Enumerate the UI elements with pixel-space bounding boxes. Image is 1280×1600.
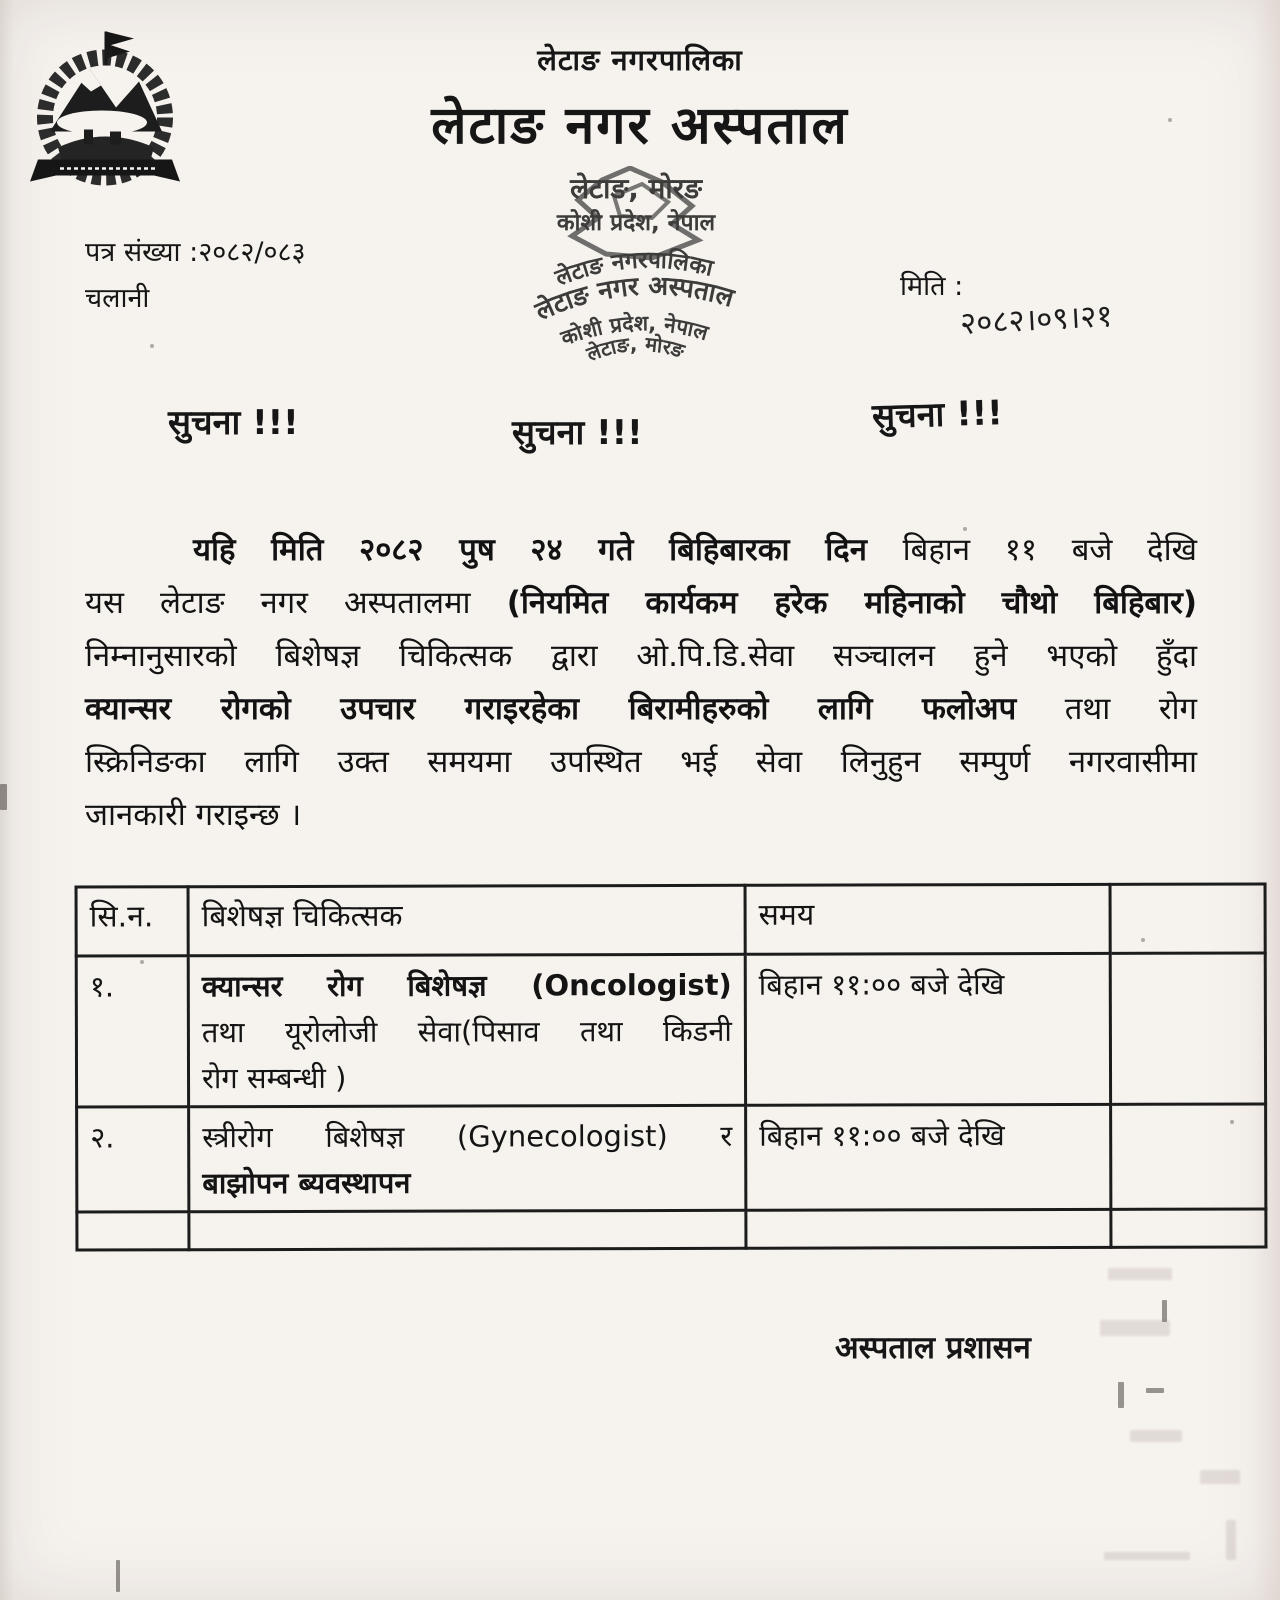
header-specialist-doctor: बिशेषज्ञ चिकित्सक bbox=[188, 885, 745, 955]
header-serial-number: सि.न. bbox=[76, 887, 188, 956]
schedule-table bbox=[75, 882, 1268, 1251]
notice-label-right: सुचना !!! bbox=[871, 393, 1004, 437]
scan-artifact bbox=[1118, 1382, 1124, 1408]
date-value-handwritten: २०८२।०९।२१ bbox=[959, 298, 1114, 342]
table-header-row bbox=[76, 884, 1265, 956]
date-label: मिति : bbox=[900, 271, 964, 302]
scan-artifact bbox=[1100, 1320, 1170, 1336]
chalani-label: चलानी bbox=[85, 283, 150, 314]
body-run: जानकारी गराइन्छ । bbox=[85, 797, 302, 833]
scan-artifact bbox=[116, 1560, 120, 1592]
notice-body-paragraph bbox=[85, 524, 1197, 842]
scan-speck bbox=[1141, 938, 1145, 942]
cell-serial: १. bbox=[76, 956, 188, 1107]
body-run: स्क्रिनिङका लागि उक्त समयमा उपस्थित भई सेवा लिनुहुन सम्पुर्ण नगरवासीमा bbox=[85, 744, 1197, 780]
scan-artifact bbox=[0, 784, 7, 810]
scan-speck bbox=[1168, 118, 1172, 122]
cell-time bbox=[746, 1209, 1111, 1248]
stamp-arc-province: कोशी प्रदेश, नेपाल bbox=[557, 311, 711, 351]
body-line bbox=[85, 789, 1197, 842]
hospital-title: लेटाङ नगर अस्पताल bbox=[431, 96, 849, 156]
body-run: यहि मिति २०८२ पुष २४ गते बिहिबारका दिन bbox=[193, 532, 903, 568]
notice-label-center: सुचना !!! bbox=[512, 413, 643, 453]
doctor-line: तथा यूरोलोजी सेवा(पिसाव तथा किडनी bbox=[201, 1013, 732, 1050]
scan-speck bbox=[1230, 1120, 1234, 1124]
cell-note bbox=[1111, 1104, 1266, 1209]
scan-artifact bbox=[1104, 1552, 1190, 1560]
table-row-empty bbox=[77, 1209, 1266, 1250]
stamp-arc-district: लेटाङ, मोरङ bbox=[583, 331, 688, 367]
body-run: (नियमित कार्यकम हरेक महिनाको चौथो बिहिबार) bbox=[506, 585, 1197, 621]
doctor-line: क्यान्सर रोग बिशेषज्ञ (Oncologist) bbox=[201, 967, 732, 1004]
scan-artifact bbox=[1108, 1268, 1172, 1280]
cell-time: बिहान ११:०० बजे देखि bbox=[745, 953, 1110, 1105]
hospital-ink-stamp bbox=[502, 166, 770, 370]
body-line bbox=[85, 683, 1197, 736]
cell-serial: २. bbox=[77, 1107, 189, 1212]
header-time: समय bbox=[745, 884, 1110, 954]
signature-hospital-administration: अस्पताल प्रशासन bbox=[835, 1330, 1031, 1366]
cell-note bbox=[1110, 953, 1265, 1104]
body-line bbox=[85, 524, 1197, 577]
body-line bbox=[85, 630, 1197, 683]
cell-serial bbox=[77, 1212, 189, 1250]
table-row bbox=[76, 953, 1265, 1107]
cell-doctor bbox=[188, 954, 745, 1106]
body-run: बिहान ११ बजे देखि bbox=[902, 532, 1197, 568]
body-run: तथा रोग bbox=[1016, 691, 1197, 727]
body-run: क्यान्सर रोगको उपचार गराइरहेका बिरामीहरुको लागि फलोअप bbox=[85, 691, 1017, 727]
cell-note bbox=[1111, 1209, 1266, 1247]
body-run: निम्नानुसारको बिशेषज्ञ चिकित्सक द्वारा ओ.पि.डि.सेवा सञ्चालन हुने भएको हुँदा bbox=[85, 638, 1197, 674]
notice-label-left: सुचना !!! bbox=[168, 403, 299, 443]
cell-time: बिहान ११:०० बजे देखि bbox=[746, 1104, 1111, 1210]
doctor-line: स्त्रीरोग बिशेषज्ञ (Gynecologist) र bbox=[202, 1118, 733, 1155]
body-run: यस लेटाङ नगर अस्पतालमा bbox=[85, 585, 507, 621]
doctor-line: बाझोपन ब्यवस्थापन bbox=[202, 1165, 411, 1201]
table-row bbox=[77, 1104, 1266, 1212]
body-line bbox=[85, 577, 1197, 630]
letter-number: पत्र संख्या :२०८२/०८३ bbox=[85, 237, 306, 268]
scan-speck bbox=[150, 344, 154, 348]
scan-edge-shade bbox=[1254, 0, 1280, 1600]
stamp-arc-municipality: लेटाङ नगरपालिका bbox=[552, 247, 716, 292]
cell-doctor bbox=[189, 1210, 746, 1249]
stamp-text-district-top: लेटाङ, मोरङ bbox=[570, 172, 702, 205]
body-line bbox=[85, 736, 1197, 789]
scan-artifact bbox=[1200, 1470, 1240, 1484]
scan-artifact bbox=[1146, 1388, 1164, 1393]
header-empty bbox=[1110, 884, 1265, 953]
cell-doctor bbox=[189, 1105, 746, 1211]
municipality-title: लेटाङ नगरपालिका bbox=[537, 43, 743, 77]
scan-speck bbox=[963, 527, 967, 531]
stamp-text-province-top: कोशी प्रदेश, नेपाल bbox=[556, 210, 716, 236]
stamp-arc-hospital: लेटाङ नगर अस्पताल bbox=[531, 271, 738, 328]
scan-artifact bbox=[1130, 1430, 1182, 1442]
scan-artifact bbox=[1226, 1520, 1236, 1560]
scan-speck bbox=[140, 960, 144, 964]
doctor-line: रोग सम्बन्धी ) bbox=[201, 1060, 347, 1096]
scan-artifact bbox=[1162, 1300, 1167, 1322]
